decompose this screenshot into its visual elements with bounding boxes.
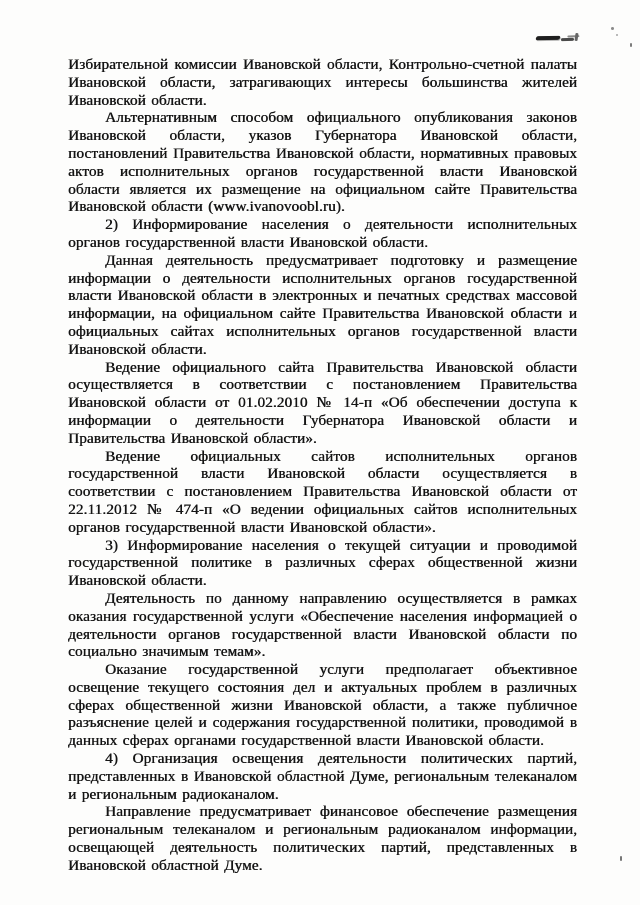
paragraph: Избирательной комиссии Ивановской области, Контрольно-счетной палаты Ивановской области, затрагивающих интересы большинства жителей Ивановской области. — [68, 56, 577, 109]
paragraph: Ведение официальных сайтов исполнительных органов государственной власти Ивановской области осуществляется в соответствии с постановлением Правительства Ивановской области от 22.11.2012 № 474-п «О ведении официальных сайтов исполнительных органов государственной власти Ивановской области». — [68, 447, 577, 536]
paragraph: Данная деятельность предусматривает подготовку и размещение информации о деятельности исполнительных органов государственной власти Ивановской области в электронных и печатных средствах массовой информации, на официальном сайте Правительства Ивановской области и официальных сайтах исполнительных органов государственной власти Ивановской области. — [68, 251, 577, 358]
paragraph-list-item-3: 3) Информирование населения о текущей ситуации и проводимой государственной политике в различных сферах общественной жизни Ивановской области. — [68, 536, 577, 590]
paragraph-list-item-4: 4) Организация освещения деятельности политических партий, представленных в Ивановской областной Думе, региональным телеканалом и региональным радиоканалом. — [68, 750, 577, 803]
paragraph: Ведение официального сайта Правительства Ивановской области осуществляется в соответствии с постановлением Правительства Ивановской области от 01.02.2010 № 14-п «Об обеспечении доступа к информации о деятельности Губернатора Ивановской области и Правительства Ивановской области». — [68, 358, 577, 447]
scan-speckle — [620, 856, 622, 861]
scan-smudge-tick — [574, 33, 578, 41]
paragraph: Оказание государственной услуги предполагает объективное освещение текущего состояния дел и актуальных проблем в различных сферах общественной жизни Ивановской области, а также публичное разъяснение целей и содержания государственной политики, проводимой в данных сферах органами государственной власти Ивановской области. — [68, 661, 577, 750]
scan-smudge-artifact — [535, 36, 561, 40]
scan-speckle — [630, 43, 632, 47]
scan-speckle — [611, 27, 614, 30]
paragraph-list-item-2: 2) Информирование населения о деятельности исполнительных органов государственной власти Ивановской области. — [68, 216, 577, 251]
paragraph: Деятельность по данному направлению осуществляется в рамках оказания государственной услуги «Обеспечение населения информацией о деятельности органов государственной власти Ивановской области по социально значимым темам». — [68, 589, 577, 661]
scan-smudge-trail — [561, 38, 574, 41]
scan-speckle — [616, 34, 618, 36]
paragraph: Альтернативным способом официального опубликования законов Ивановской области, указов Губернатора Ивановской области, постановлений Правительства Ивановской области, нормативных правовых актов исполнительных органов государственной власти Ивановской области является их размещение на официальном сайте Правительства Ивановской области (www.ivanovoobl.ru). — [68, 109, 577, 216]
paragraph: Направление предусматривает финансовое обеспечение размещения региональным телеканалом и региональным радиоканалом информации, освещающей деятельность политических партий, представленных в Ивановской областной Думе. — [68, 803, 577, 874]
document-body-text — [68, 56, 577, 875]
